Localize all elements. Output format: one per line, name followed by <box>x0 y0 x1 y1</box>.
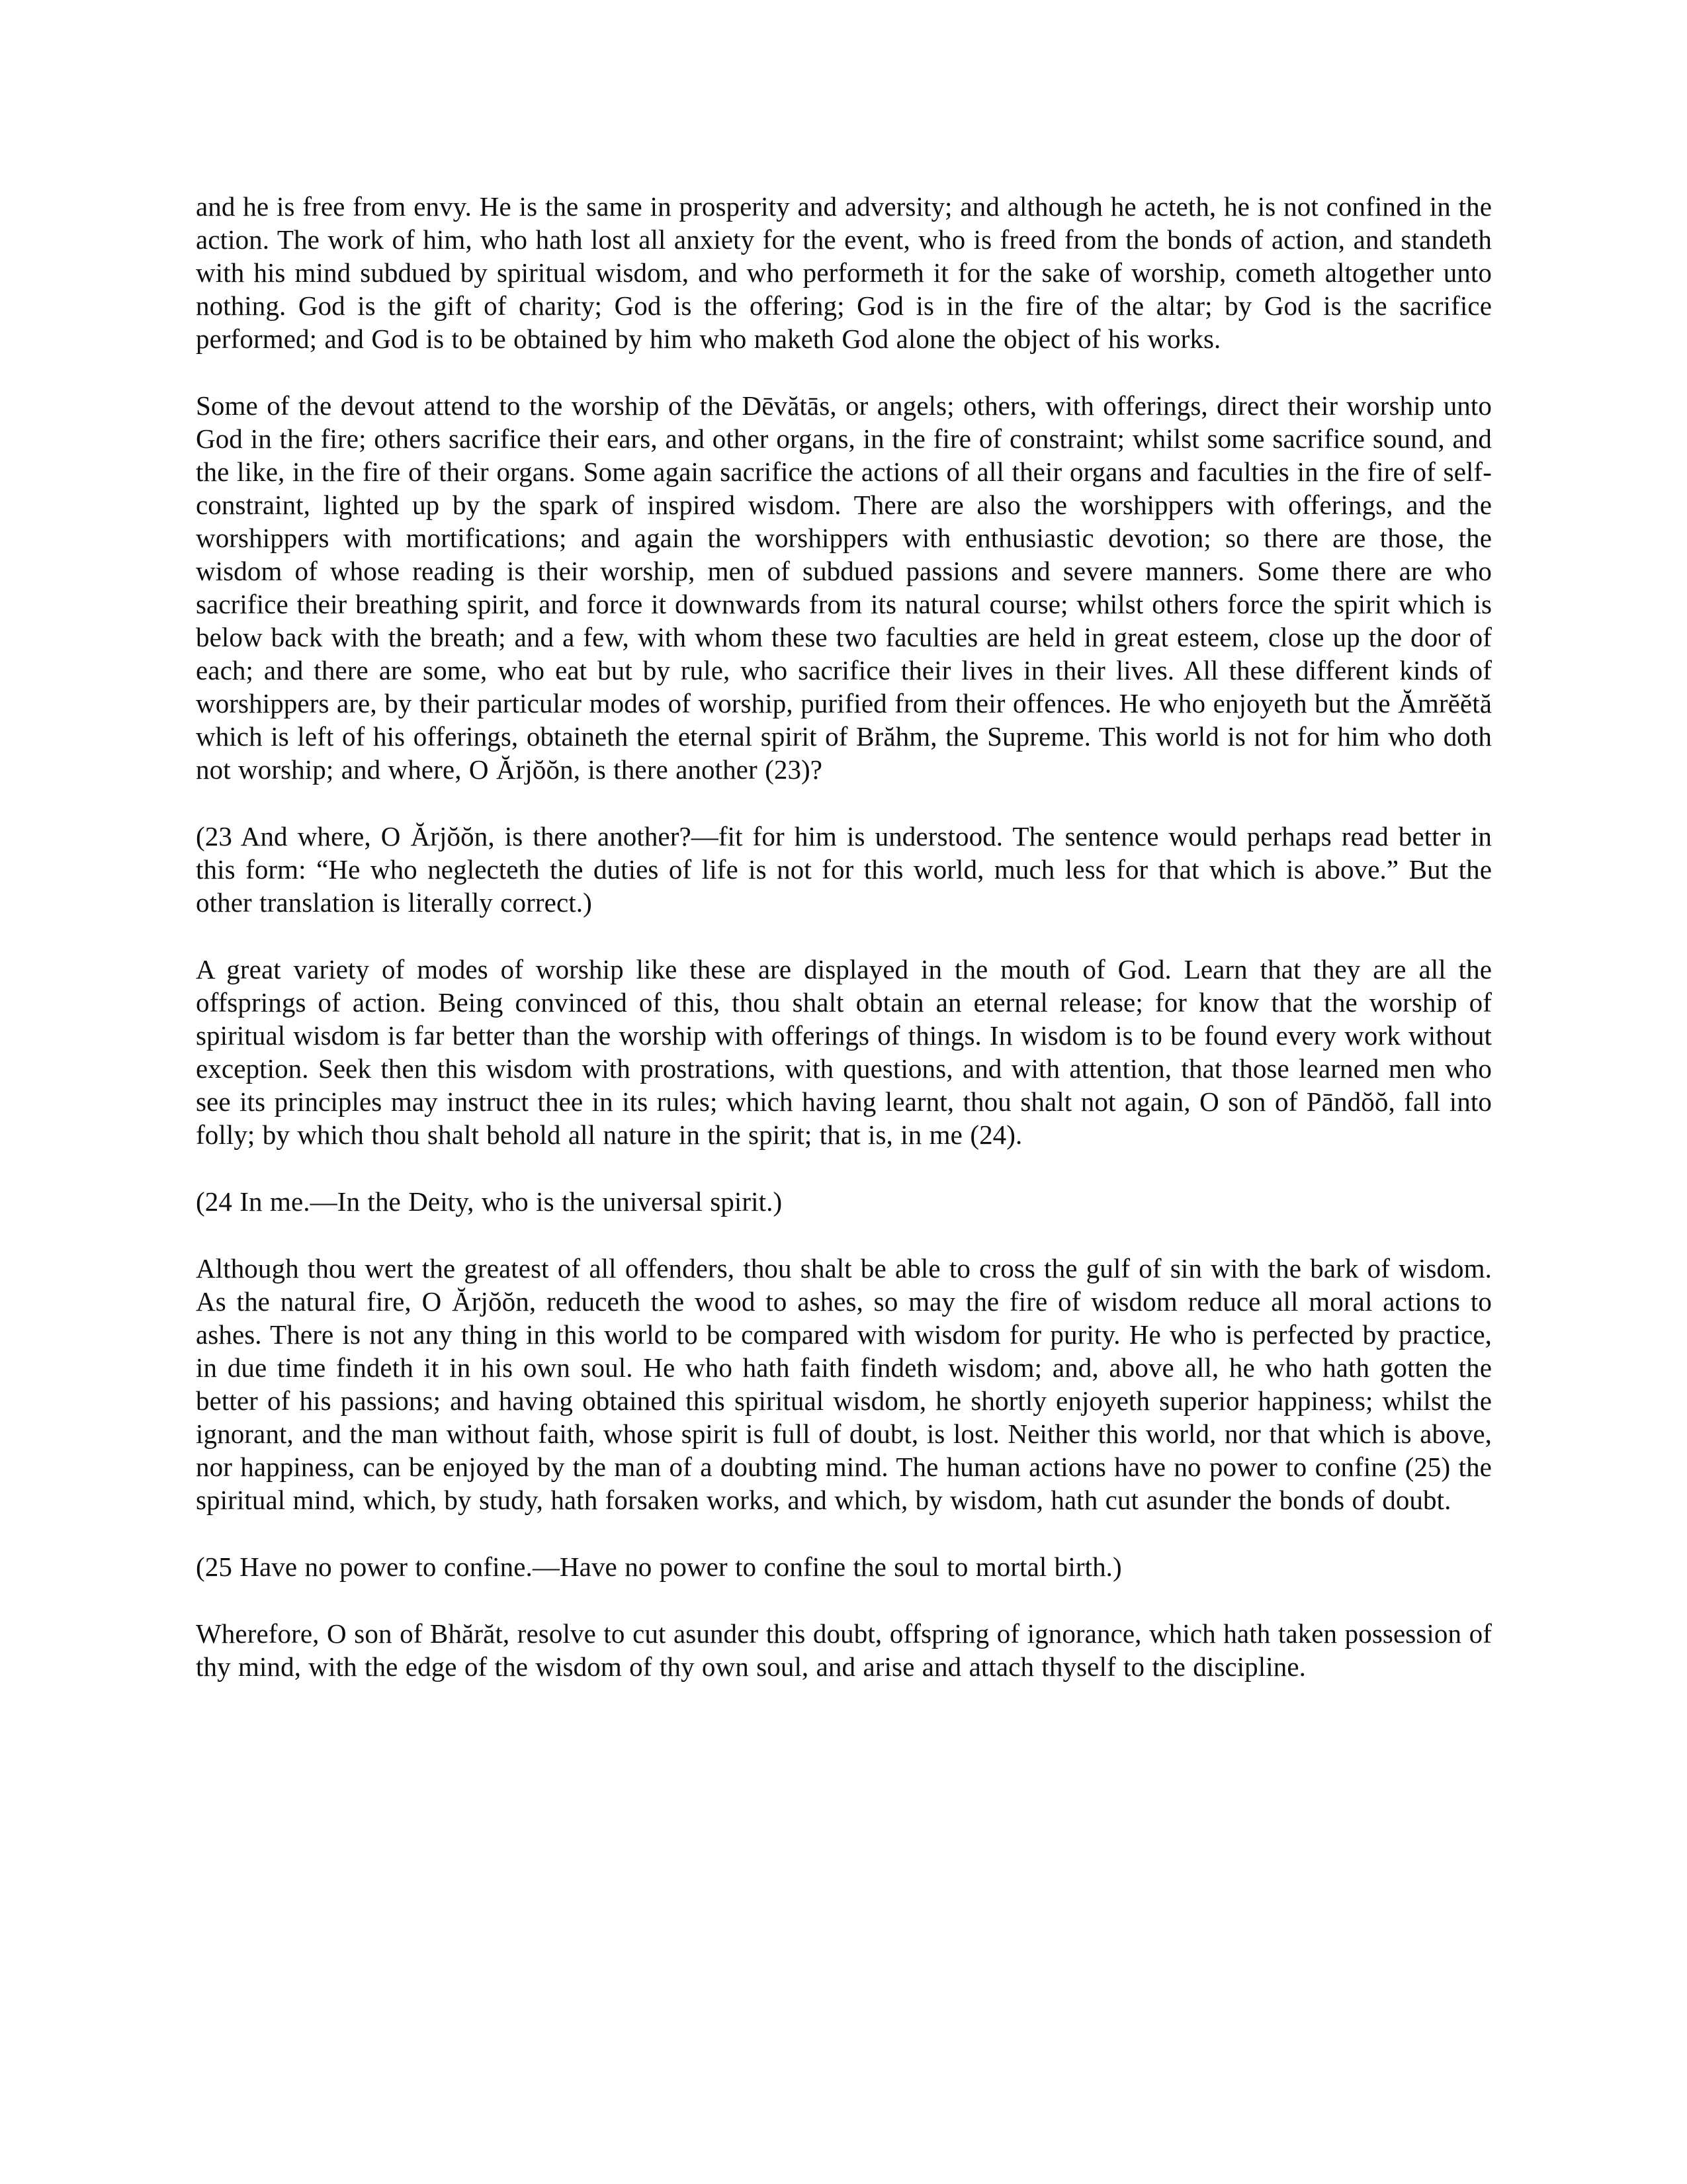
footnote-25: (25 Have no power to confine.—Have no power to confine the soul to mortal birth.) <box>196 1551 1122 1582</box>
footnote-23: (23 And where, O Ărjŏŏn, is there another?—fit for him is understood. The sentence would perhaps read better in this form: “He who neglecteth the duties of life is not for this world, much less for that which is above.” But the other translation is literally correct.) <box>196 821 1492 918</box>
body-paragraph-5: Wherefore, O son of Bhărăt, resolve to cut asunder this doubt, offspring of ignorance, which hath taken possession of thy mind, with the edge of the wisdom of thy own soul, and arise and attach thyself to the discipline. <box>196 1618 1492 1682</box>
body-paragraph-4: Although thou wert the greatest of all offenders, thou shalt be able to cross the gulf of sin with the bark of wisdom. As the natural fire, O Ărjŏŏn, reduceth the wood to ashes, so may the fire of wisdom reduce all moral actions to ashes. There is not any thing in this world to be compared with wisdom for purity. He who is perfected by practice, in due time findeth it in his own soul. He who hath faith findeth wisdom; and, above all, he who hath gotten the better of his passions; and having obtained this spiritual wisdom, he shortly enjoyeth superior happiness; whilst the ignorant, and the man without faith, whose spirit is full of doubt, is lost. Neither this world, nor that which is above, nor happiness, can be enjoyed by the man of a doubting mind. The human actions have no power to confine (25) the spiritual mind, which, by study, hath forsaken works, and which, by wisdom, hath cut asunder the bonds of doubt. <box>196 1253 1492 1515</box>
body-paragraph-3: A great variety of modes of worship like these are displayed in the mouth of God. Learn that they are all the offsprings of action. Being convinced of this, thou shalt obtain an eternal release; for know that the worship of spiritual wisdom is far better than the worship with offerings of things. In wisdom is to be found every work without exception. Seek then this wisdom with prostrations, with questions, and with attention, that those learned men who see its principles may instruct thee in its rules; which having learnt, thou shalt not again, O son of Pāndŏŏ, fall into folly; by which thou shalt behold all nature in the spirit; that is, in me (24). <box>196 954 1492 1150</box>
footnote-24: (24 In me.—In the Deity, who is the universal spirit.) <box>196 1186 783 1217</box>
body-paragraph-2: Some of the devout attend to the worship of the Dēvătās, or angels; others, with offerings, direct their worship unto God in the fire; others sacrifice their ears, and other organs, in the fire of constraint; whilst some sacrifice sound, and the like, in the fire of their organs. Some again sacrifice the actions of all their organs and faculties in the fire of self-constraint, lighted up by the spark of inspired wisdom. There are also the worshippers with offerings, and the worshippers with mortifications; and again the worshippers with enthusiastic devotion; so there are those, the wisdom of whose reading is their worship, men of subdued passions and severe manners. Some there are who sacrifice their breathing spirit, and force it downwards from its natural course; whilst others force the spirit which is below back with the breath; and a few, with whom these two faculties are held in great esteem, close up the door of each; and there are some, who eat but by rule, who sacrifice their lives in their lives. All these different kinds of worshippers are, by their particular modes of worship, purified from their offences. He who enjoyeth but the Ămrĕĕtă which is left of his offerings, obtaineth the eternal spirit of Brăhm, the Supreme. This world is not for him who doth not worship; and where, O Ărjŏŏn, is there another (23)? <box>196 390 1492 785</box>
body-paragraph-1: and he is free from envy. He is the same in prosperity and adversity; and although he acteth, he is not confined in the action. The work of him, who hath lost all anxiety for the event, who is freed from the bonds of action, and standeth with his mind subdued by spiritual wisdom, and who performeth it for the sake of worship, cometh altogether unto nothing. God is the gift of charity; God is the offering; God is in the fire of the altar; by God is the sacrifice performed; and God is to be obtained by him who maketh God alone the object of his works. <box>196 191 1492 354</box>
